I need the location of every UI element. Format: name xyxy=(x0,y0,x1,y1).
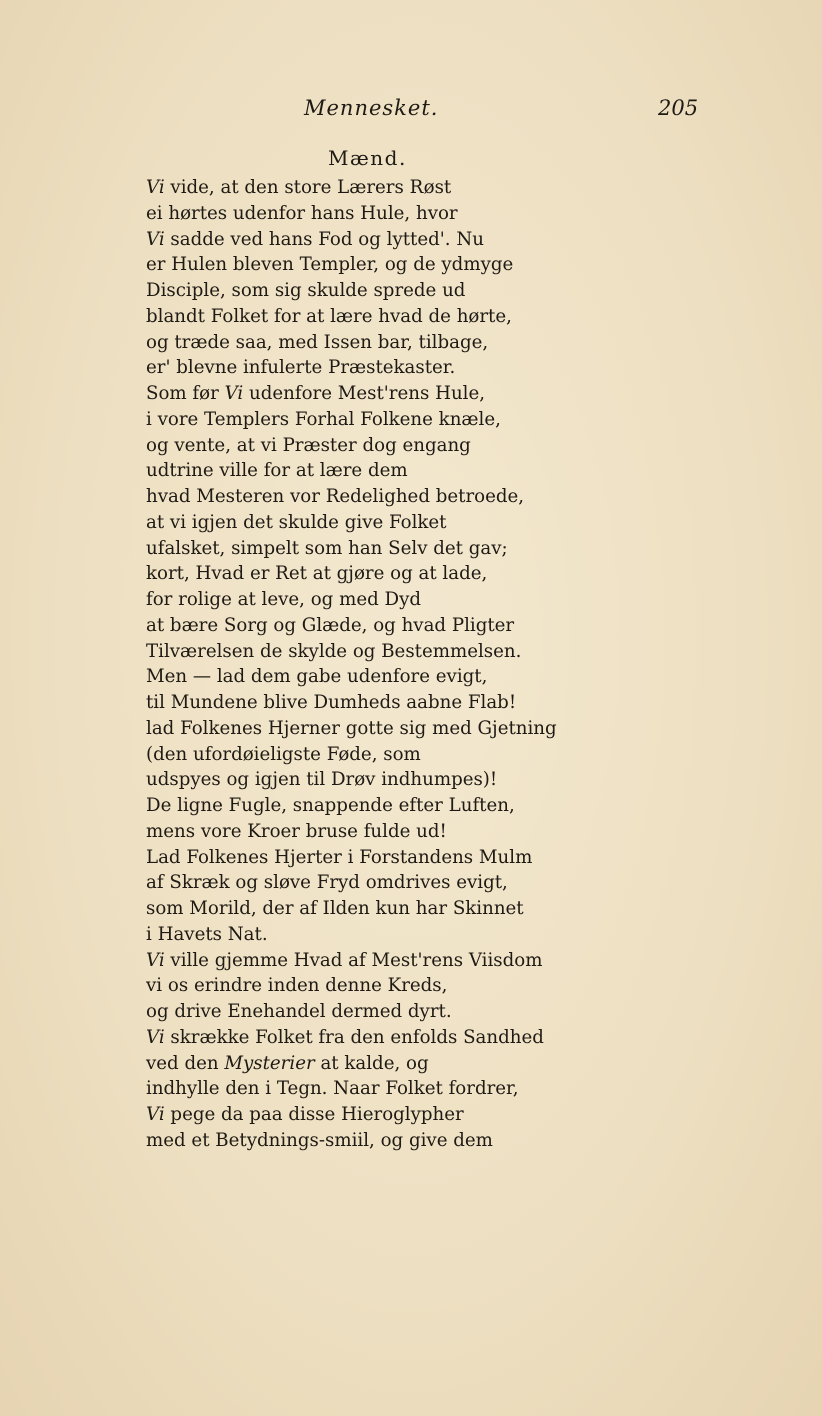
verse-line xyxy=(146,742,606,768)
verse-text: blandt Folket for at lære hvad de hørte, xyxy=(146,305,512,327)
verse-text: udenfore Mest'rens Hule, xyxy=(243,383,486,404)
verse-text: ei hørtes udenfor hans Hule, hvor xyxy=(146,202,458,224)
running-head xyxy=(0,96,822,130)
verse-line xyxy=(146,870,606,896)
verse-text: Som før xyxy=(146,383,225,404)
verse-line xyxy=(146,819,606,845)
verse-text: De ligne Fugle, snappende efter Luften, xyxy=(146,795,515,816)
verse-block xyxy=(146,175,606,1154)
verse-text: og træde saa, med Issen bar, tilbage, xyxy=(146,331,489,353)
verse-text: sadde ved hans Fod og lytted'. Nu xyxy=(164,228,484,250)
verse-line xyxy=(146,767,606,793)
verse-line xyxy=(146,1102,606,1128)
verse-line xyxy=(146,1051,606,1077)
verse-text: Men — lad dem gabe udenfore evigt, xyxy=(146,666,488,688)
verse-text: hvad Mesteren vor Redelighed betroede, xyxy=(146,486,525,507)
verse-line xyxy=(146,896,606,922)
verse-text: er Hulen bleven Templer, og de ydmyge xyxy=(146,254,514,276)
verse-line xyxy=(146,1128,606,1154)
verse-line xyxy=(146,664,606,690)
verse-emphasis: Vi xyxy=(146,177,165,198)
verse-text: skrække Folket fra den enfolds Sandhed xyxy=(164,1026,544,1048)
verse-text: Lad Folkenes Hjerter i Forstandens Mulm xyxy=(146,846,533,868)
verse-text: med et Betydnings-smiil, og give dem xyxy=(146,1129,493,1151)
verse-line xyxy=(146,793,606,819)
verse-text: (den ufordøieligste Føde, som xyxy=(146,743,421,765)
verse-text: vi os erindre inden denne Kreds, xyxy=(146,975,448,997)
verse-line xyxy=(146,587,606,613)
verse-emphasis: Vi xyxy=(146,1104,165,1125)
verse-line xyxy=(146,227,606,253)
verse-text: Disciple, som sig skulde sprede ud xyxy=(146,280,466,301)
verse-text: pege da paa disse Hieroglypher xyxy=(164,1104,464,1125)
verse-text: at kalde, og xyxy=(314,1052,429,1074)
verse-text: af Skræk og sløve Fryd omdrives evigt, xyxy=(146,872,508,894)
verse-text: for rolige at leve, og med Dyd xyxy=(146,589,422,610)
verse-line xyxy=(146,536,606,562)
verse-text: til Mundene blive Dumheds aabne Flab! xyxy=(146,692,517,713)
verse-line xyxy=(146,999,606,1025)
verse-text: som Morild, der af Ilden kun har Skinnet xyxy=(146,898,524,919)
verse-line xyxy=(146,381,606,407)
verse-text: i Havets Nat. xyxy=(146,923,268,945)
verse-line xyxy=(146,201,606,227)
verse-line xyxy=(146,484,606,510)
verse-line xyxy=(146,561,606,587)
verse-line xyxy=(146,407,606,433)
verse-line xyxy=(146,690,606,716)
verse-line xyxy=(146,1025,606,1051)
verse-text: mens vore Kroer bruse fulde ud! xyxy=(146,820,447,842)
verse-text: ufalsket, simpelt som han Selv det gav; xyxy=(146,537,508,559)
verse-text: lad Folkenes Hjerner gotte sig med Gjetning xyxy=(146,717,557,739)
verse-text: udspyes og igjen til Drøv indhumpes)! xyxy=(146,769,498,791)
verse-line xyxy=(146,433,606,459)
verse-text: og vente, at vi Præster dog engang xyxy=(146,434,471,456)
verse-line xyxy=(146,510,606,536)
verse-line xyxy=(146,716,606,742)
verse-text: ved den xyxy=(146,1052,225,1074)
verse-line xyxy=(146,458,606,484)
verse-text: og drive Enehandel dermed dyrt. xyxy=(146,1001,452,1022)
verse-emphasis: Vi xyxy=(146,949,165,971)
verse-line xyxy=(146,639,606,665)
verse-text: indhylle den i Tegn. Naar Folket fordrer, xyxy=(146,1078,519,1100)
verse-text: udtrine ville for at lære dem xyxy=(146,460,408,482)
verse-text: er' blevne infulerte Præstekaster. xyxy=(146,357,456,379)
verse-text: i vore Templers Forhal Folkene knæle, xyxy=(146,408,501,430)
verse-line xyxy=(146,845,606,871)
verse-line xyxy=(146,304,606,330)
verse-emphasis: Vi xyxy=(146,228,165,250)
verse-line xyxy=(146,948,606,974)
verse-line xyxy=(146,355,606,381)
verse-text: kort, Hvad er Ret at gjøre og at lade, xyxy=(146,563,488,585)
verse-line xyxy=(146,1076,606,1102)
verse-line xyxy=(146,613,606,639)
verse-line xyxy=(146,175,606,201)
speaker-heading: Mænd. xyxy=(328,146,407,170)
verse-line xyxy=(146,973,606,999)
verse-text: ville gjemme Hvad af Mest'rens Viisdom xyxy=(164,949,543,971)
verse-emphasis: Vi xyxy=(224,383,244,404)
verse-text: at bære Sorg og Glæde, og hvad Pligter xyxy=(146,614,515,636)
verse-text: at vi igjen det skulde give Folket xyxy=(146,511,447,533)
running-title: Mennesket. xyxy=(304,96,439,120)
verse-emphasis: Vi xyxy=(146,1026,165,1048)
page-number: 205 xyxy=(658,96,699,120)
verse-line xyxy=(146,330,606,356)
verse-text: Tilværelsen de skylde og Bestemmelsen. xyxy=(146,640,522,662)
verse-emphasis: Mysterier xyxy=(224,1052,315,1074)
verse-text: vide, at den store Lærers Røst xyxy=(164,177,452,198)
verse-line xyxy=(146,252,606,278)
verse-line xyxy=(146,922,606,948)
verse-line xyxy=(146,278,606,304)
